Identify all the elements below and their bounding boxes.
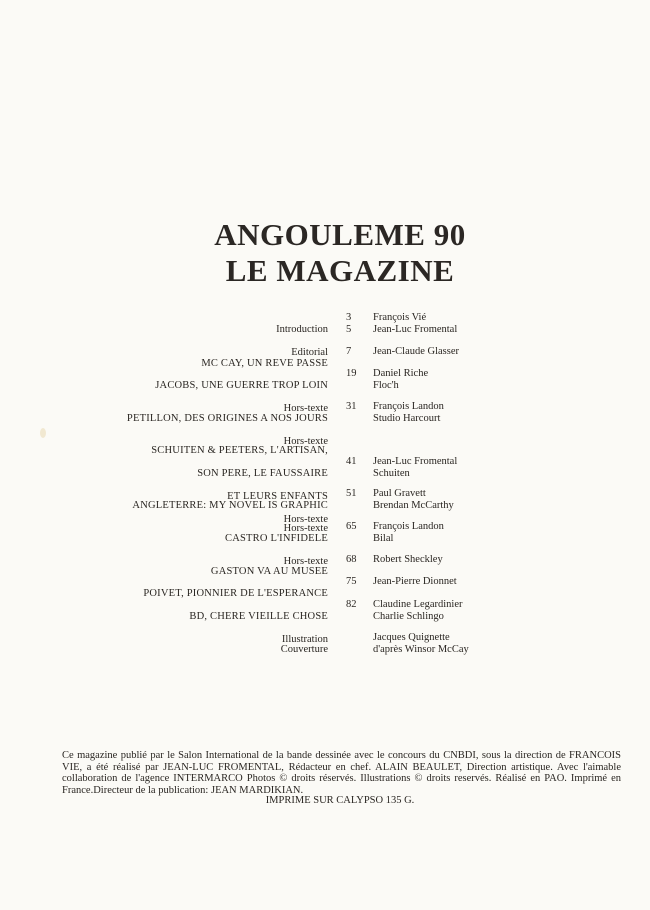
toc-entry-title: SON PERE, LE FAUSSAIRE <box>197 467 328 479</box>
toc-author: Jacques Quignette <box>373 632 450 643</box>
toc-author: Schuiten <box>373 467 410 479</box>
toc-authors <box>373 576 457 588</box>
toc-authors <box>373 632 469 655</box>
toc-page-number: 7 <box>346 346 352 357</box>
toc-authors <box>373 368 428 391</box>
toc-author: Brendan McCarthy <box>373 499 454 511</box>
toc-page-number: 31 <box>346 401 357 412</box>
toc-author: Daniel Riche <box>373 368 429 379</box>
toc-author: Bilal <box>373 532 394 544</box>
page-title-line2: LE MAGAZINE <box>225 253 455 288</box>
toc-author: Paul Gravett <box>373 488 426 499</box>
toc-entry-title: MC CAY, UN REVE PASSE <box>201 357 328 369</box>
toc-entry-subtitle: Illustration <box>281 633 328 645</box>
toc-page-number: 3 <box>346 312 352 323</box>
colophon-print-info: IMPRIME SUR CALYPSO 135 G. <box>265 795 415 806</box>
toc-entry-title: PETILLON, DES ORIGINES A NOS JOURS <box>126 412 328 424</box>
toc-page-number: 19 <box>346 368 357 379</box>
toc-entry-subtitle: Hors-texte <box>283 402 328 414</box>
toc-entry-title: POIVET, PIONNIER DE L'ESPERANCE <box>143 587 328 599</box>
toc-author: Claudine Legardinier <box>373 599 463 610</box>
toc-entry-subtitle: Hors-texte <box>283 555 328 567</box>
toc-author: Jean-Pierre Dionnet <box>373 576 457 587</box>
toc-authors <box>373 599 463 622</box>
toc-authors <box>373 312 457 335</box>
toc-page-number: 41 <box>346 456 357 467</box>
toc-entry-title: Editorial <box>291 346 328 358</box>
toc-page-number: 82 <box>346 599 357 610</box>
toc-entry-title: ET LEURS ENFANTS <box>227 490 328 502</box>
toc-page-numbers <box>346 312 362 335</box>
toc-entry-title: BD, CHERE VIEILLE CHOSE <box>189 610 328 622</box>
toc-author: Robert Sheckley <box>373 554 443 565</box>
toc-page-number: 5 <box>346 323 352 335</box>
toc-author: Jean-Luc Fromental <box>373 456 458 467</box>
toc-entry-title: SCHUITEN & PEETERS, L'ARTISAN, <box>151 444 328 456</box>
toc-entry-title: JACOBS, UNE GUERRE TROP LOIN <box>155 379 328 391</box>
colophon-text: Ce magazine publié par le Salon International de la bande dessinée avec le concours du CNBDI, sous la direction de FRANCOIS VIE, a été réalisé par JEAN-LUC FROMENTAL, Rédacteur en chef. ALAIN BEAULET, Direction artistique. Avec l'aimable collaboration de l'agence INTERMARCO Photos © droits réservés. Illustrations © droits reservés. Réalisé en PAO. Imprimé en France.Directeur de la publication: JEAN MARDIKIAN. <box>62 750 621 796</box>
paper-stain <box>40 428 46 438</box>
toc-author: Jean-Luc Fromental <box>373 323 458 335</box>
toc-entry-subtitle: Hors-texte <box>283 522 328 534</box>
toc-entry-title: CASTRO L'INFIDELE <box>225 532 328 544</box>
toc-author: François Landon <box>373 521 444 532</box>
toc-page-number: 51 <box>346 488 357 499</box>
toc-entry-title: GASTON VA AU MUSEE <box>210 565 328 577</box>
toc-authors <box>373 554 443 566</box>
toc-entry-subtitle: Hors-texte <box>283 435 328 447</box>
toc-authors <box>373 401 444 424</box>
toc-entry-subtitle: Hors-texte <box>283 513 328 525</box>
toc-entry-titles <box>281 632 328 667</box>
toc-author: d'après Winsor McCay <box>373 643 469 655</box>
toc-entry-title: ANGLETERRE: MY NOVEL IS GRAPHIC <box>132 499 328 511</box>
toc-author: Studio Harcourt <box>373 412 441 424</box>
page-title-line1: ANGOULEME 90 <box>214 217 466 252</box>
toc-author: Floc'h <box>373 379 399 391</box>
toc-page-number: 65 <box>346 521 357 532</box>
toc-authors <box>373 521 444 544</box>
toc-author: François Vié <box>373 312 427 323</box>
toc-page-number: 68 <box>346 554 357 565</box>
toc-entry-title: Introduction <box>276 323 328 335</box>
toc-authors <box>373 456 457 479</box>
toc-author: François Landon <box>373 401 444 412</box>
toc-authors <box>373 488 454 511</box>
toc-page-number: 75 <box>346 576 357 587</box>
toc-author: Jean-Claude Glasser <box>373 346 460 357</box>
toc-authors <box>373 346 459 358</box>
toc-entry-title: Couverture <box>280 643 328 655</box>
toc-author: Charlie Schlingo <box>373 610 444 622</box>
